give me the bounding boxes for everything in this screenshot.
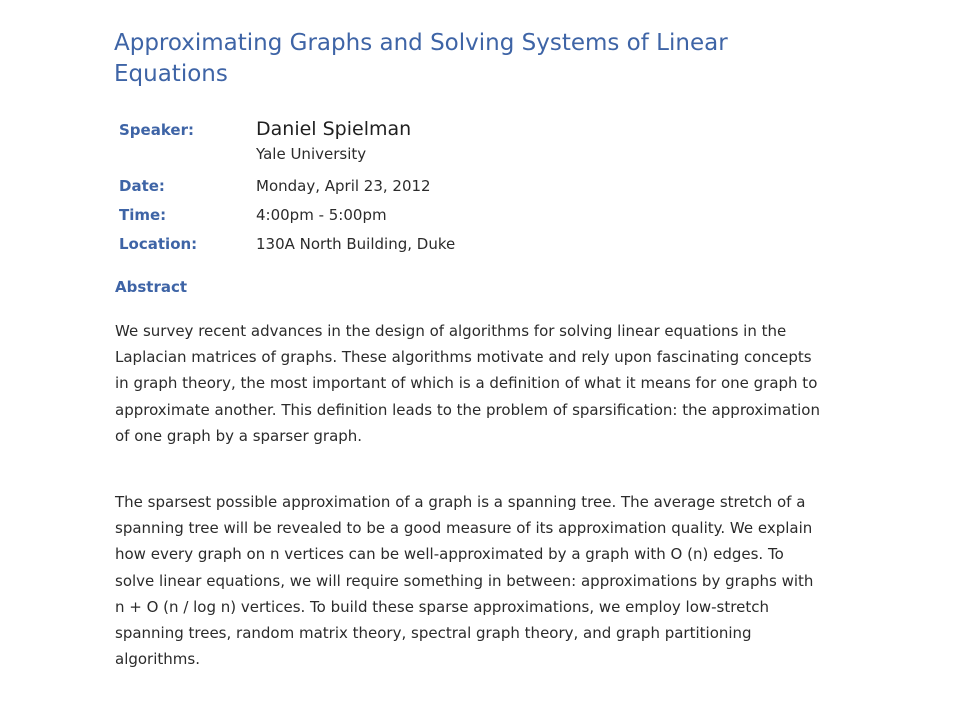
abstract-paragraph-2: The sparsest possible approximation of a graph is a spanning tree. The average stretch of a spanning tree will be revealed to be a good measure of its approximation quality. We explain how every graph on n vertices can be well-approximated by a graph with O (n) edges. To solve linear equations, we will require something in between: approximations by graphs with n + O (n / log n) vertices. To build these sparse approximations, we employ low-stretch spanning trees, random matrix theory, spectral graph theory, and graph partitioning algorithms. bbox=[115, 493, 814, 669]
location-row bbox=[119, 235, 455, 264]
speaker-row bbox=[119, 116, 455, 177]
speaker-value bbox=[256, 116, 455, 177]
time-label: Time: bbox=[119, 206, 167, 224]
page-title: Approximating Graphs and Solving Systems of Linear Equations bbox=[114, 30, 728, 87]
location-label: Location: bbox=[119, 235, 198, 253]
speaker-label: Speaker: bbox=[119, 121, 194, 139]
date-value: Monday, April 23, 2012 bbox=[256, 177, 431, 195]
date-row bbox=[119, 177, 455, 206]
location-value: 130A North Building, Duke bbox=[256, 235, 456, 253]
talk-details bbox=[119, 116, 455, 264]
abstract-heading: Abstract bbox=[115, 278, 188, 296]
speaker-name: Daniel Spielman bbox=[256, 118, 412, 140]
abstract-paragraph-1: We survey recent advances in the design of algorithms for solving linear equations in the Laplacian matrices of graphs. These algorithms motivate and rely upon fascinating concepts in graph theory, the most important of which is a definition of what it means for one graph to approximate another. This definition leads to the problem of sparsification: the approximation of one graph by a sparser graph. bbox=[115, 322, 820, 445]
time-value: 4:00pm - 5:00pm bbox=[256, 206, 387, 224]
date-label: Date: bbox=[119, 177, 165, 195]
speaker-affiliation: Yale University bbox=[256, 145, 367, 163]
time-row bbox=[119, 206, 455, 235]
